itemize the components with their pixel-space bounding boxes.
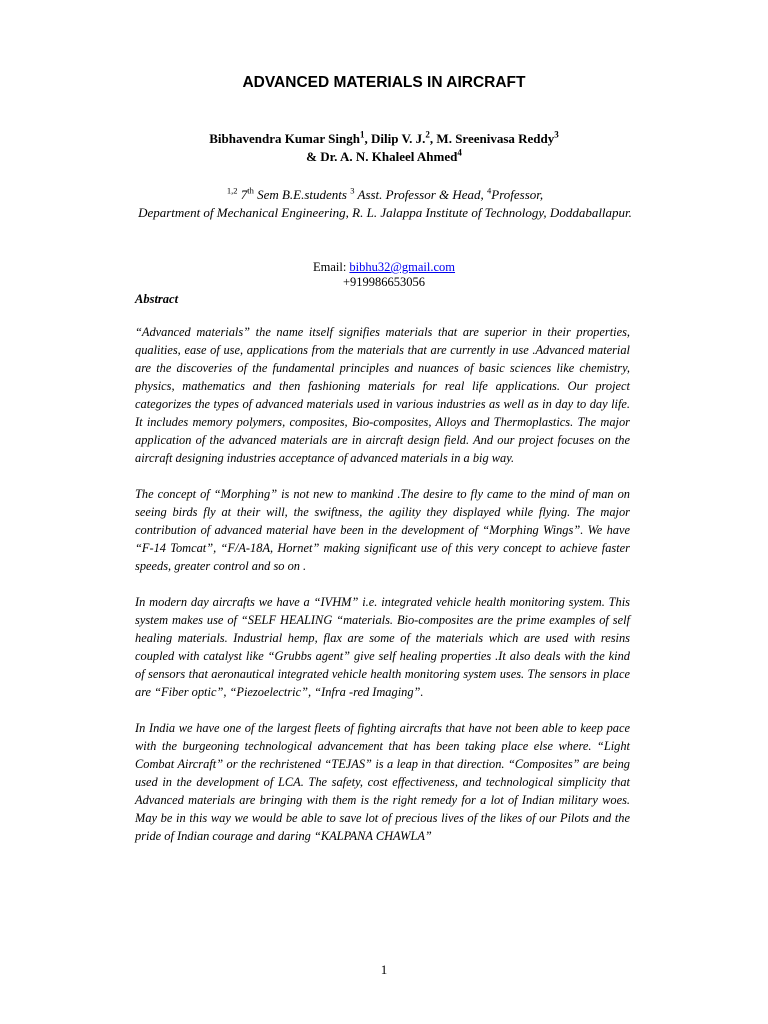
author-sup: 3 [554, 129, 559, 140]
author-sup: 2 [425, 129, 430, 140]
paper-title: ADVANCED MATERIALS IN AIRCRAFT [242, 74, 526, 91]
author-name: , M. Sreenivasa Reddy [429, 131, 555, 146]
affiliation-text: Sem B.E.students [253, 187, 351, 202]
affiliation-sup: 3 [350, 185, 355, 196]
author-name: Bibhavendra Kumar Singh [209, 131, 360, 146]
author-list [0, 130, 768, 166]
contact-block [0, 260, 768, 290]
affiliation-sup: th [247, 185, 254, 196]
affiliation-institution: Department of Mechanical Engineering, R. L. Jalappa Institute of Technology, Doddaballapur. [138, 205, 632, 220]
email-link[interactable]: bibhu32@gmail.com [349, 260, 456, 274]
affiliation-roles [120, 186, 650, 204]
affiliation-sup: 4 [487, 185, 492, 196]
author-line-1 [0, 130, 768, 148]
affiliation-text: Asst. Professor & Head, [354, 187, 488, 202]
affiliation-text: Professor, [491, 187, 544, 202]
abstract-heading: Abstract [135, 292, 179, 306]
author-name: , Dilip V. J. [364, 131, 426, 146]
paragraph: In India we have one of the largest fleets of fighting aircrafts that have not been able to keep pace with the burgeoning technological advancement that has been taking place else where. “Light Combat Aircraft” or the rechristened “TEJAS” is a leap in that direction. “Composites” are being used in the development of LCA. The safety, cost effectiveness, and technological simplicity that Advanced materials are bringing with them is the right remedy for a lot of Indian military woes. May be in this way we would be able to save lot of precious lives of the likes of our Pilots and the pride of Indian courage and daring “KALPANA CHAWLA” [135, 721, 630, 843]
author-line-2 [0, 148, 768, 166]
email-label: Email: [312, 260, 350, 274]
affiliation-text: 7 [237, 187, 248, 202]
paragraph: In modern day aircrafts we have a “IVHM” i.e. integrated vehicle health monitoring system. This system makes use of “SELF HEALING “materials. Bio-composites are the prime examples of self healing materials. Industrial hemp, flax are some of the materials which are used with resins coupled with catalyst like “Grubbs agent” give self healing properties .It also deals with the kind of sensors that aeronautical integrated vehicle health monitoring system uses. The sensors in place are “Fiber optic”, “Piezoelectric”, “Infra -red Imaging”. [135, 595, 630, 699]
author-name: & Dr. A. N. Khaleel Ahmed [306, 149, 458, 164]
paragraph: The concept of “Morphing” is not new to mankind .The desire to fly came to the mind of man on seeing birds fly at their will, the swiftness, the agility they displayed while flying. The major contribution of advanced material have been in the development of “Morphing Wings”. We have “F-14 Tomcat”, “F/A-18A, Hornet” making significant use of this very concept to achieve faster speeds, greater control and so on . [135, 487, 630, 573]
author-sup: 4 [457, 147, 462, 158]
email-line [0, 260, 768, 275]
author-sup: 1 [359, 129, 365, 140]
paragraph: “Advanced materials” the name itself signifies materials that are superior in their properties, qualities, ease of use, applications from the materials that are currently in use .Advanced material are the discoveries of the fundamental principles and nuances of basic sciences like chemistry, physics, mathematics and then fashioning materials for real life applications. Our project categorizes the types of advanced materials used in various industries as well as in day to day life. It includes memory polymers, composites, Bio-composites, Alloys and Thermoplastics. The major application of the advanced materials are in aircraft design field. And our project focuses on the aircraft designing industries acceptance of advanced materials in a big way. [135, 325, 630, 465]
affiliation-sup: 1,2 [226, 185, 238, 196]
affiliation [120, 186, 650, 222]
abstract-body [135, 323, 630, 863]
phone-number: +919986653056 [342, 275, 426, 289]
page-number: 1 [380, 962, 388, 977]
